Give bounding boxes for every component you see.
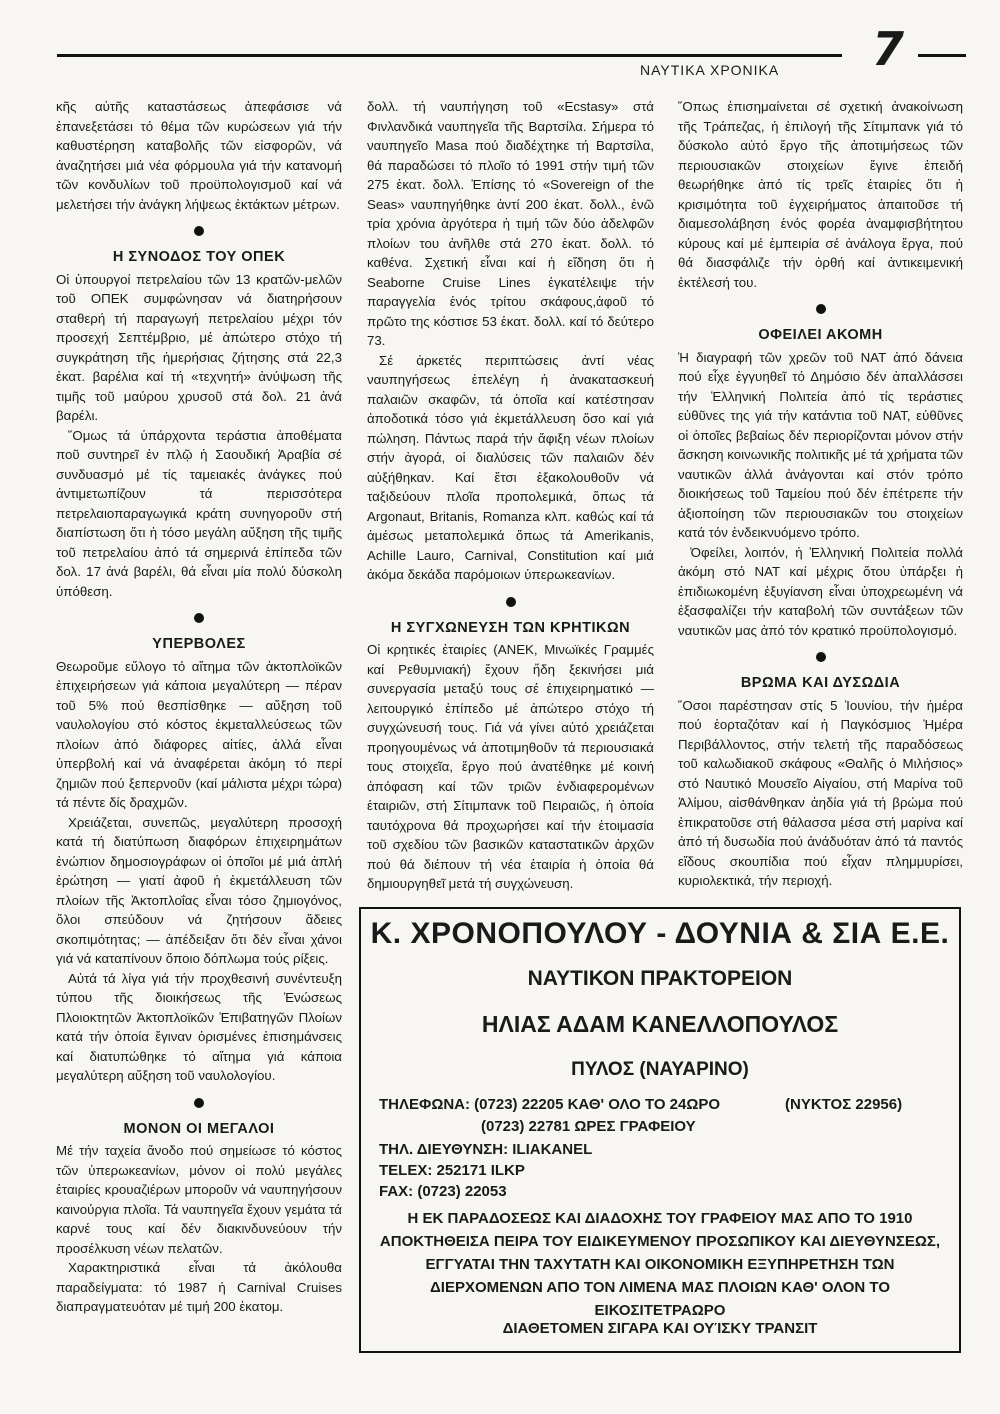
ad-town: ΠΥΛΟΣ (ΝΑΥΑΡΙΝΟ) bbox=[571, 1059, 749, 1080]
bullet-icon bbox=[816, 652, 826, 662]
ad-company-name: Κ. ΧΡΟΝΟΠΟΥΛΟΥ - ΔΟΥΝΙΑ & ΣΙΑ Ε.Ε. bbox=[370, 917, 950, 950]
ad-footer: ΔΙΑΘΕΤΟΜΕΝ ΣΙΓΑΡΑ ΚΑΙ ΟΥΊΣΚΥ ΤΡΑΝΣΙΤ bbox=[502, 1320, 818, 1337]
paragraph: Ὀφείλει, λοιπόν, ἡ Ἑλληνική Πολιτεία πολλά ἀκόμη στό ΝΑΤ καί μέχρις ὅτου ὑπάρξει ἡ ἐπιδιωκομένη ἐξυγίανση εἶναι ὑποχρεωμένη νά ἐξασφαλίζει τήν καταβολή τῶν συντάξεων τῶν ναυτικῶν μας ἀπό τόν κρατικό προϋπολογισμό. bbox=[678, 544, 963, 638]
paragraph: Θεωροῦμε εὔλογο τό αἴτημα τῶν ἀκτοπλοϊκῶν ἐπιχειρήσεων γιά κάποια μεγαλύτερη — πέραν τοῦ 5% πού θεσπίσθηκε — αὔξηση τοῦ ναυλολογίου στό κόστος ἐκμεταλλεύσεως τῶν πλοίων ἀπό διάφορες αἰτίες, ἀλλά εἶναι ὑπερβολή καί νά ἀναφέρεται ἀκόμη τό περί ζημιῶν πού ξεπερνοῦν (καί μάλιστα μέχρι τώρα) τά πέντε δίς δραχμῶν. bbox=[56, 658, 342, 810]
ad-owner: ΗΛΙΑΣ ΑΔΑΜ ΚΑΝΕΛΛΟΠΟΥΛΟΣ bbox=[481, 1011, 839, 1037]
ad-fax: FAX: (0723) 22053 bbox=[379, 1183, 507, 1200]
bullet-icon bbox=[816, 304, 826, 314]
heading-opec: Η ΣΥΝΟΔΟΣ ΤΟΥ ΟΠΕΚ bbox=[112, 249, 286, 265]
column-1 bbox=[56, 97, 342, 1317]
header-rule bbox=[57, 54, 842, 57]
paragraph: κῆς αὐτῆς καταστάσεως ἀπεφάσισε νά ἐπανεξετάσει τό θέμα τῶν κυρώσεων γιά τήν καθυστέρηση καταβολῆς τῶν εἰσφορῶν, νά ἀναζητήσει μιά νέα φόρμουλα γιά τήν κατανομή τῶν κονδυλίων τοῦ προϋπολογισμοῦ καί νά μελετήσει τήν ἀνάγκη λήψεως ἐκτάκτων μέτρων. bbox=[56, 99, 342, 212]
heading-stench: ΒΡΩΜΑ ΚΑΙ ΔΥΣΩΔΙΑ bbox=[740, 675, 901, 691]
ad-phones: ΤΗΛΕΦΩΝΑ: (0723) 22205 ΚΑΘ' ΟΛΟ ΤΟ 24ΩΡΟ bbox=[379, 1096, 721, 1113]
bullet-icon bbox=[194, 226, 204, 236]
page-number: 7 bbox=[872, 22, 903, 76]
heading-debts: ΟΦΕΙΛΕΙ ΑΚΟΜΗ bbox=[758, 327, 883, 343]
ad-night-phone: (ΝΥΚΤΟΣ 22956) bbox=[785, 1096, 903, 1113]
heading-only-the-big: ΜΟΝΟΝ ΟΙ ΜΕΓΑΛΟΙ bbox=[123, 1120, 275, 1137]
paragraph: Χρειάζεται, συνεπῶς, μεγαλύτερη προσοχή κατά τή διατύπωση διαφόρων ἐπιχειρημάτων ἐνώπιον δημοσιογράφων οἱ ὁποῖοι μέ μιά ἁπλή ἐρώτηση — γιατί ἀφοῦ ἡ ἐκμετάλλευση τῶν πλοίων τῆς Ἀκτοπλοΐας εἶναι τόσο ζημιογόνος, ὅλοι σπεύδουν νά ζητήσουν ἄδειες σκοπιμότητας; — ἀπέδειξαν ὅτι δέν εἶναι χάνοι γιά νά καταπίνουν ὅποιο δόπλωμα τούς ρίξεις. bbox=[56, 814, 342, 966]
paragraph: Οἱ ὑπουργοί πετρελαίου τῶν 13 κρατῶν-μελῶν τοῦ ΟΠΕΚ συμφώνησαν νά διατηρήσουν σταθερή τή παραγωγή πετρελαίου μέχρι τόν προσεχή Σεπτέμβριο, μέ ἀπώτερο στόχο τή συγκράτηση τῆς ἡμερήσιας ζήτησης στά 22,3 ἑκατ. βαρέλια καί τή «τεχνητή» ἀνύψωση τῆς τιμῆς τοῦ μαύρου χρυσοῦ στά δολ. 21 ἀνά βαρέλι. bbox=[56, 271, 342, 423]
ad-telex: TELEX: 252171 ILKP bbox=[379, 1162, 525, 1179]
bullet-icon bbox=[506, 597, 516, 607]
bullet-icon bbox=[194, 1098, 204, 1108]
paragraph: Μέ τήν ταχεία ἄνοδο πού σημείωσε τό κόστος τῶν ὑπερωκεανίων, μόνον οἱ πολύ μεγάλες ἑταιρίες κρουαζιέρων μποροῦν νά ναυπηγήσουν καινούργια πλοῖα. Τά ναυπηγεῖα ἔχουν γεμάτα τά καρνέ τους καί δέν διακινδυνεύουν τήν προσέλκυση νέων πελατῶν. bbox=[56, 1143, 342, 1256]
advertisement-box bbox=[359, 907, 961, 1353]
paragraph: Οἱ κρητικές ἑταιρίες (ΑΝΕΚ, Μινωϊκές Γραμμές καί Ρεθυμνιακή) ἔχουν ἤδη ξεκινήσει μιά συνεργασία μεταξύ τους σέ ἐπιχειρηματικό — λειτουργικό ἐπίπεδο μέ ἀπώτερο στόχο τή συγχώνευσή τους. Γιά νά γίνει αὐτό χρειάζεται προηγουμένως νά ἀποτιμηθοῦν τά περιουσιακά τους στοιχεῖα, ἔργο πού ἀνατέθηκε μέ κοινή ἀπόφαση καί τῶν τριῶν ἐνδιαφερομένων ἑταιριῶν, στή Σίτιμπανκ τοῦ Πειραιῶς, ἡ ὁποία ταυτόχρονα θά προχωρήσει καί τήν ἑτοιμασία τοῦ σχεδίου τῶν βασικῶν καταστατικῶν ἀρχῶν πού θά διέπουν τή νέα ἑταιρία ἡ ὁποία θά δημιουργηθεῖ μετά τή συγχώνευση. bbox=[367, 642, 654, 891]
ad-telegraph-address: ΤΗΛ. ΔΙΕΥΘΥΝΣΗ: ILIAKANEL bbox=[379, 1141, 593, 1158]
heading-exaggerations: ΥΠΕΡΒΟΛΕΣ bbox=[152, 636, 246, 652]
paragraph: Σέ ἀρκετές περιπτώσεις ἀντί νέας ναυπηγήσεως ἐπελέγη ἡ ἀνακατασκευή παλαιῶν σκαφῶν, τά ὁποῖα καί κατέστησαν ἀποδοτικά τόσο γιά ἐκμετάλλευση ὅσο καί γιά πώληση. Πάντως παρά τήν ἄφιξη νέων πλοίων στήν ἀγορά, οἱ διαλύσεις τῶν παλαιῶν δέν αὐξήθηκαν. Καί ἔτσι ἐξακολουθοῦν νά ταξιδεύουν πλοῖα προπολεμικά, ὅπως τά Argonaut, Britanis, Romanza κλπ. καθώς καί τά ἀμέσως μεταπολεμικά ὅπως τά Amerikanis, Achille Lauro, Carnival, Constitution καί μιά ἀκόμα δεκάδα παρόμοιων ὑπερωκεανίων. bbox=[367, 352, 654, 582]
paragraph: Ἡ διαγραφή τῶν χρεῶν τοῦ ΝΑΤ ἀπό δάνεια πού εἶχε ἐγγυηθεῖ τό Δημόσιο δέν ἀπαλλάσσει τήν Ἑλληνική Πολιτεία ἀπό τίς τεράστιες εὐθῦνες της γιά τήν κατάντια τοῦ ΝΑΤ, εὐθῦνες οἱ ὁποῖες βεβαίως δέν περιορίζονται μόνον στήν ἄσκηση κοινωνικῆς πολιτικῆς μέ τά χρήματα τῶν ναυτικῶν ἀλλά ἀνάγονται καί στόν τρόπο διοικήσεως τοῦ Ταμείου πού δέν ἐπέτρεπε τήν ἀξιοποίηση τῶν περιουσιακῶν του στοιχείων κατά τόν ἐνδεικνυόμενο τρόπο. bbox=[678, 349, 963, 540]
header-rule-right bbox=[918, 54, 966, 57]
ad-claim: Η ΕΚ ΠΑΡΑΔΟΣΕΩΣ ΚΑΙ ΔΙΑΔΟΧΗΣ ΤΟΥ ΓΡΑΦΕΙΟΥ ΜΑΣ ΑΠΟ ΤΟ 1910 ΑΠΟΚΤΗΘΕΙΣΑ ΠΕΙΡΑ ΤΟΥ ΕΙΔΙΚΕΥΜΕΝΟΥ ΠΡΟΣΩΠΙΚΟΥ ΚΑΙ ΔΙΕΥΘΥΝΣΕΩΣ, ΕΓΓΥΑΤΑΙ ΤΗΝ ΤΑΧΥΤΑΤΗ ΚΑΙ ΟΙΚΟΝΟΜΙΚΗ ΕΞΥΠΗΡΕΤΗΣΗ ΤΩΝ ΔΙΕΡΧΟΜΕΝΩΝ ΑΠΟ ΤΟΝ ΛΙΜΕΝΑ ΜΑΣ ΠΛΟΙΩΝ ΚΑΘ' ΟΛΟΝ ΤΟ ΕΙΚΟΣΙΤΕΤΡΑΩΡΟ bbox=[379, 1210, 941, 1319]
ad-office-phone: (0723) 22781 ΩΡΕΣ ΓΡΑΦΕΙΟΥ bbox=[481, 1118, 696, 1135]
column-2 bbox=[367, 97, 654, 894]
paragraph: ῞Ομως τά ὑπάρχοντα τεράστια ἀποθέματα ποῦ συντηρεῖ ἐν πλῷ ἡ Σαουδική Ἀραβία σέ συνδυασμό μέ τίς ταμειακές ἀνάγκες πού ἀντιμετωπίζουν τά περισσότερα πετρελαιοπαραγωγικά κράτη συνηγοροῦν στή διαπίστωση ὅτι ἡ τόσο μεγάλη αὔξηση τῆς τιμῆς τοῦ πετρελαίου ἀπό τά σημερινά ἐπίπεδα τῶν δολ. 17 ἀνά βαρέλι, θά εἶναι μία πολύ δύσκολη ὑπόθεση. bbox=[56, 427, 342, 599]
running-head: ΝΑΥΤΙΚΑ ΧΡΟΝΙΚΑ bbox=[640, 62, 780, 78]
paragraph: Αὐτά τά λίγα γιά τήν προχθεσινή συνέντευξη τύπου τῆς διοικήσεως τῆς Ἑνώσεως Πλοιοκτητῶν Ἀκτοπλοϊκῶν Ἐπιβατηγῶν Πλοίων κατά τήν ὁποία ἔγιναν ὁρισμένες ἐπισημάνσεις καί διατυπώθηκε τό αἴτημα γιά κάποια μεγαλύτερη αὔξηση τοῦ ναυλολογίου. bbox=[56, 970, 342, 1083]
ad-agency: ΝΑΥΤΙΚΟΝ ΠΡΑΚΤΟΡΕΙΟΝ bbox=[527, 967, 793, 990]
paragraph: ῞Οπως ἐπισημαίνεται σέ σχετική ἀνακοίνωση τῆς Τράπεζας, ἡ ἐπιλογή τῆς Σίτιμπανκ γιά τό δύσκολο αὐτό ἔργο τῆς ἀποτιμήσεως τῶν περιουσιακῶν στοιχείων ἔγινε ἐπειδή θεωρήθηκε ἀπό τίς τρεῖς ἑταιρίες ὅτι ἡ κρισιμότητα τοῦ ἐγχειρήματος ἀπαιτοῦσε τή διαμεσολάβηση ἑνός φορέα ἀναμφισβήτητου κύρους καί μέ ἐμπειρία σέ ἀνάλογα ἔργα, πού θά διασφάλιζε τήν ὀρθή καί ἀντικειμενική ἐκτέλεσή του. bbox=[678, 99, 963, 290]
paragraph: Χαρακτηριστικά εἶναι τά ἀκόλουθα παραδείγματα: τό 1987 ἡ Carnival Cruises διαπραγματευόταν μέ τιμή 200 ἑκατομ. bbox=[56, 1260, 342, 1314]
paragraph: δολλ. τή ναυπήγηση τοῦ «Ecstasy» στά Φινλανδικά ναυπηγεῖα τῆς Βαρτσίλα. Σήμερα τό ναυπηγεῖο Masa πού διαδέχτηκε τή Βαρτσίλα, θά παραδώσει τό πλοῖο τό 1991 στήν τιμή τῶν 275 ἑκατ. δολλ. Ἐπίσης τό «Sovereign of the Seas» ναυπηγήθηκε ἀντί 200 ἑκατ. δολλ., ἐνῶ τρία χρόνια ἀργότερα ἡ τιμή τῶν δύο ἀδελφῶν πλοίων του ἀνῆλθε στά 270 ἑκατ. δολλ. τό καθένα. Σχετική εἶναι καί ἡ εἴδηση ὅτι ἡ Seaborne Cruise Lines ἐγκατέλειψε τήν παραγγελία ἑνός τρίτου σκάφους,ἀφοῦ τό πρῶτο της κόστισε 53 ἑκατ. δολλ. καί τό δεύτερο 73. bbox=[367, 99, 654, 348]
column-3 bbox=[678, 97, 963, 891]
bullet-icon bbox=[194, 613, 204, 623]
heading-merger: Η ΣΥΓΧΩΝΕΥΣΗ ΤΩΝ ΚΡΗΤΙΚΩΝ bbox=[390, 619, 631, 636]
paragraph: ῞Οσοι παρέστησαν στίς 5 Ἰουνίου, τήν ἡμέρα πού ἑορταζόταν καί ἡ Παγκόσμιος Ἡμέρα Περιβάλλοντος, στήν τελετή τῆς παραδόσεως τοῦ καλωδιακοῦ σκάφους «Θαλῆς ὁ Μιλήσιος» στό Ναυτικό Μουσεῖο Αἰγαίου, στή Μαρίνα τοῦ Ἀλίμου, αἰσθάνθηκαν ἀηδία γιά τή βρώμα πού ἐπικρατοῦσε στή θάλασσα μέσα στή μαρίνα καί ἀπό τή δυσωδία πού ἀνάδυόταν ἀπό τά παντός εἴδους σκουπίδια πού εἶχαν πλημμυρίσει, κυριολεκτικά, τήν περιοχή. bbox=[678, 697, 963, 888]
